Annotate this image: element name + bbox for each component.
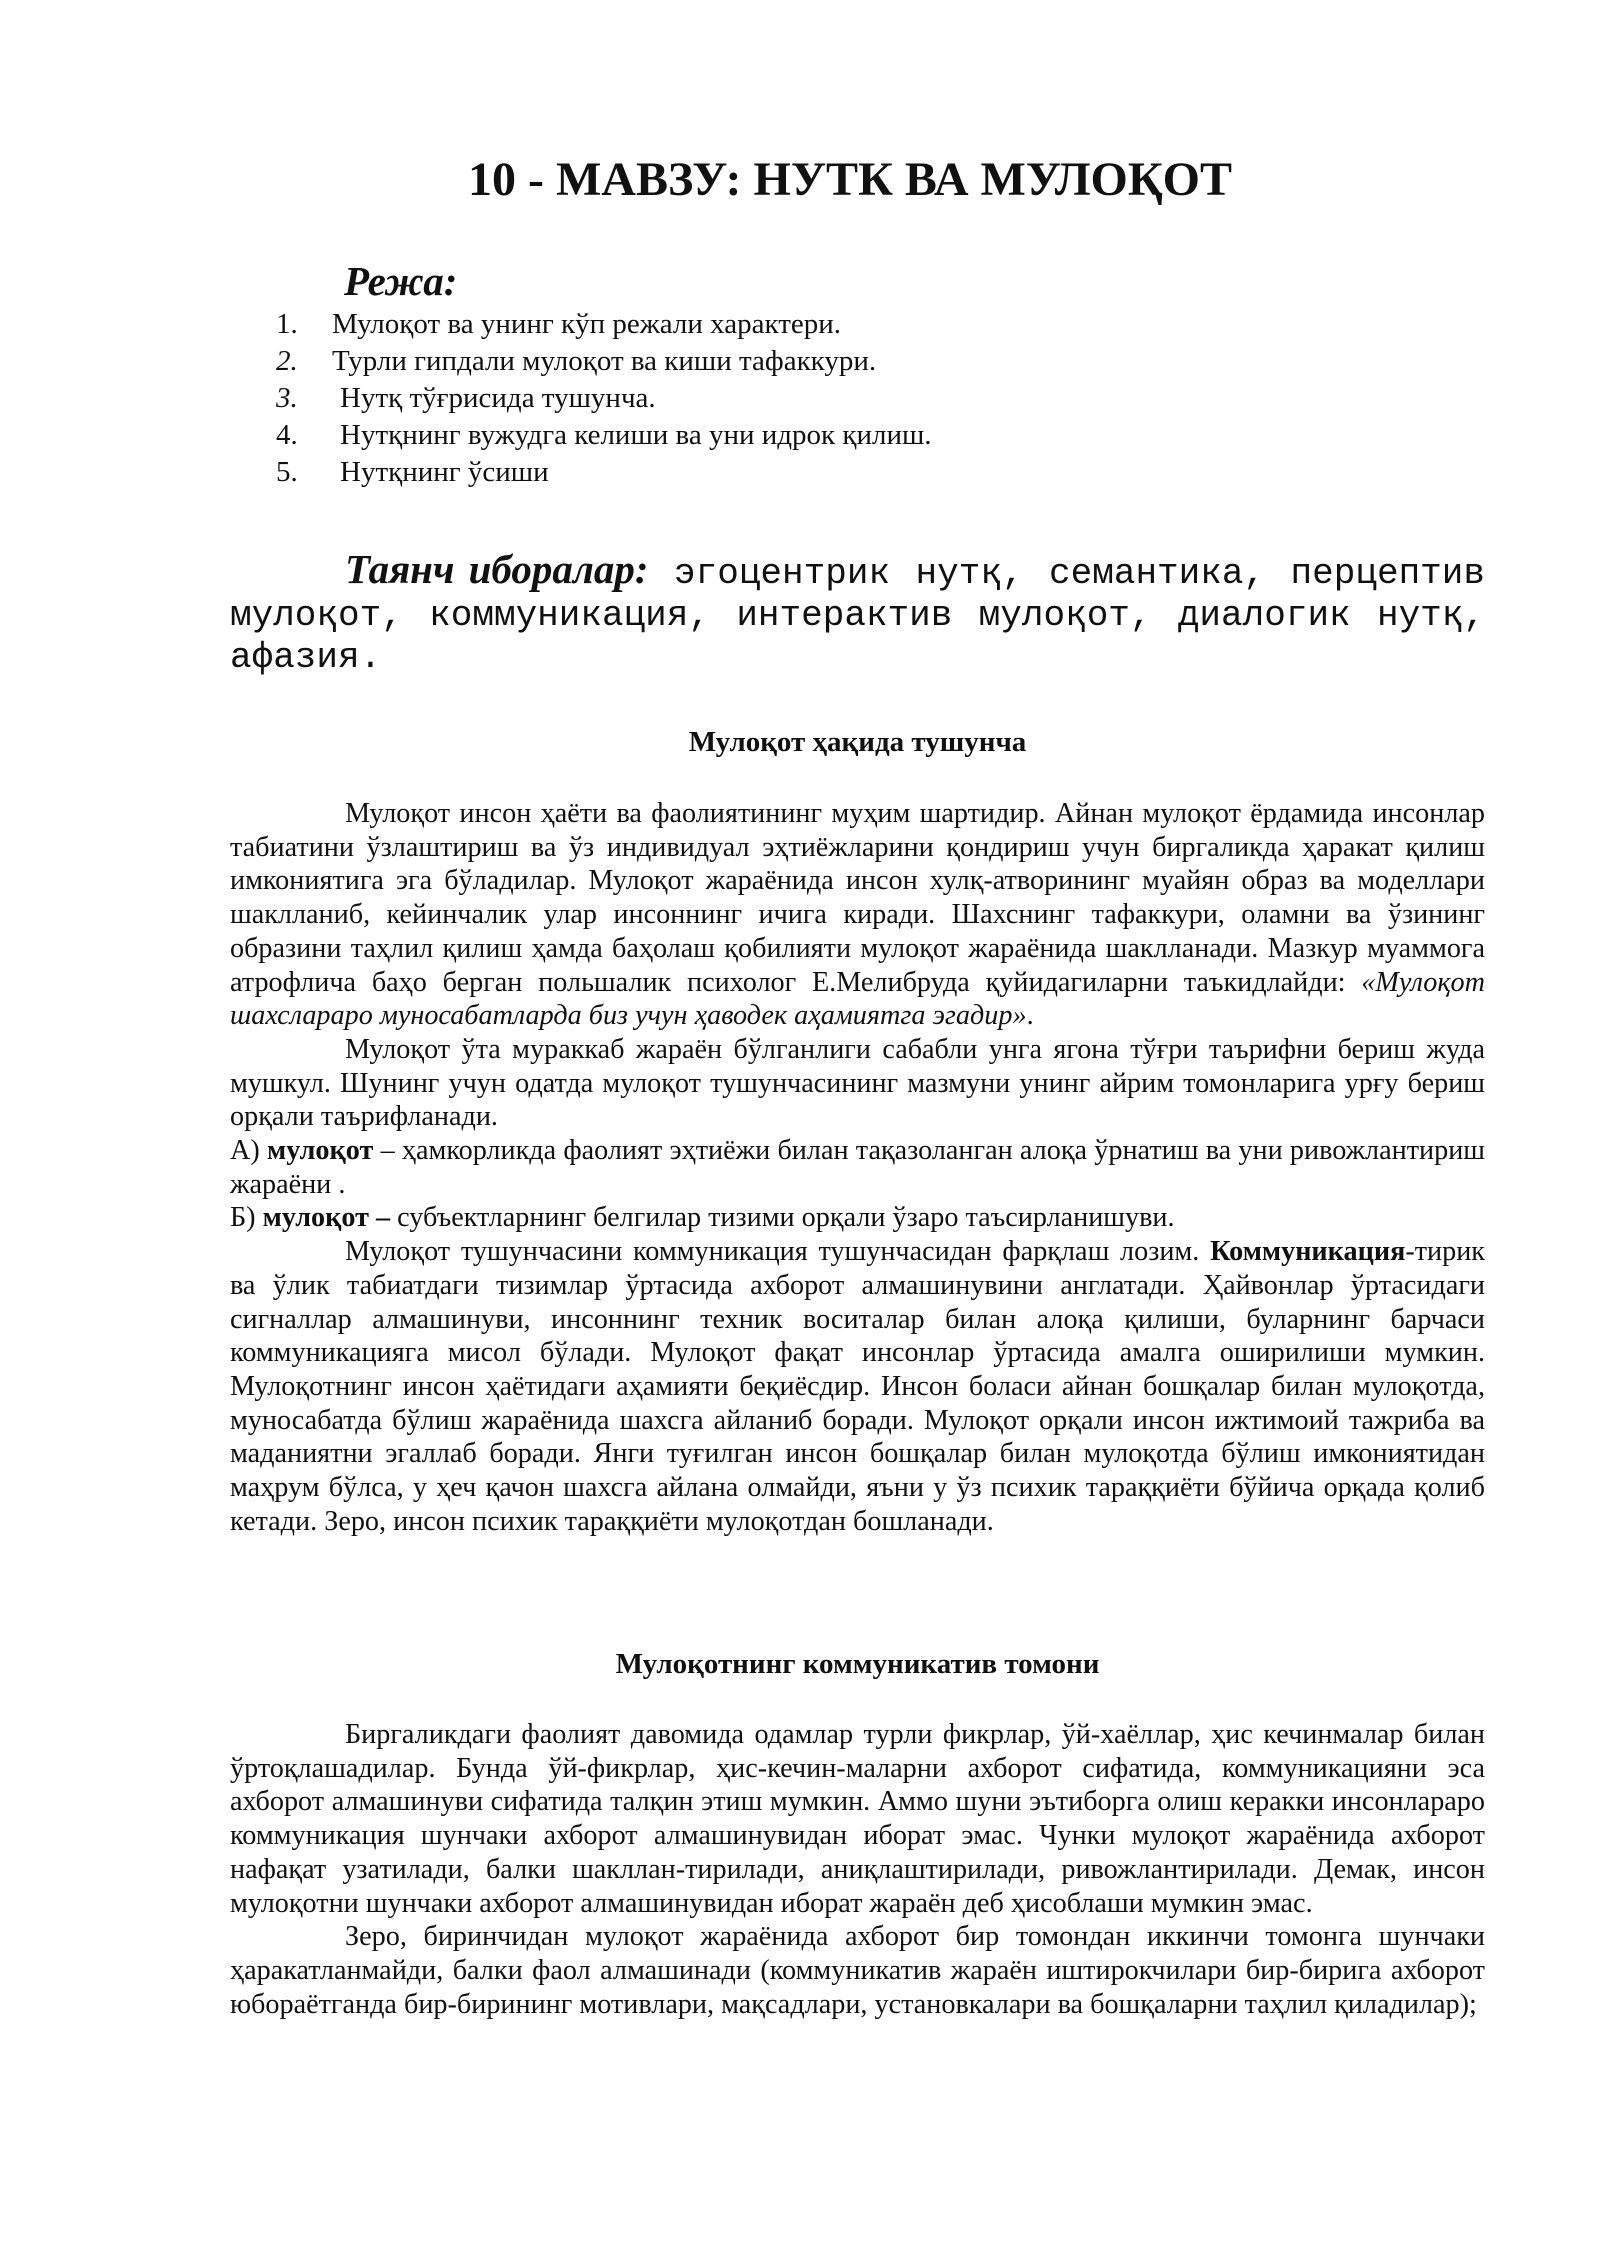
definition-prefix: А) — [230, 1135, 260, 1167]
plan-item-number: 3. — [276, 382, 298, 414]
plan-item-text: Нутқ тўғрисида тушунча. — [340, 382, 656, 414]
plan-item-text: Нутқнинг вужудга келиши ва уни идрок қилиш. — [340, 419, 932, 451]
definition-text: – ҳамкорликда фаолият эҳтиёжи билан тақазоланган алоқа ўрнатиш ва уни ривожлантириш жараёни . — [230, 1135, 1486, 1200]
plan-item-number: 4. — [276, 419, 298, 451]
paragraph: Мулоқот ўта мураккаб жараён бўлганлиги сабабли унга ягона тўғри таърифни бериш жуда мушкул. Шунинг учун одатда мулоқот тушунчасининг мазмуни унинг айрим томонларига урғу бериш орқали таърифланади. — [230, 1033, 1485, 1133]
quote-text: «Мулоқот шахслараро муносабатларда биз учун ҳаводек аҳамиятга эгадир» — [230, 966, 1485, 1032]
plan-item — [276, 417, 1476, 454]
definition-term: мулоқот — [267, 1135, 374, 1167]
plan-item — [276, 454, 1476, 491]
section-heading: Мулоқот ҳақида тушунча — [688, 726, 1027, 758]
definition-a — [230, 1134, 1485, 1201]
definition-term: Коммуникация — [1210, 1236, 1406, 1268]
plan-item-number: 1. — [276, 308, 298, 340]
definition-prefix: Б) — [230, 1202, 256, 1234]
paragraph: Биргаликдаги фаолият давомида одамлар турли фикрлар, ўй-хаёллар, ҳис кечинмалар билан ўртоқлашадилар. Бунда ўй-фикрлар, ҳис-кечин-маларни ахборот сифатида, коммуникацияни эса ахборот алмашинуви сифатида талқин этиш мумкин. Аммо шуни эътиборга олиш керакки инсонлараро коммуникация шунчаки ахборот алмашинувидан иборат эмас. Чунки мулоқот жараёнида ахборот нафақат узатилади, балки шакллан-тирилади, аниқлаштирилади, ривожлантирилади. Демак, инсон мулоқотни шунчаки ахборот алмашинувидан иборат жараён деб ҳисоблаши мумкин эмас. — [230, 1719, 1485, 1919]
definition-b — [230, 1201, 1485, 1235]
plan-item-text: Нутқнинг ўсиши — [340, 456, 549, 488]
plan-list — [276, 306, 1476, 491]
section-body — [230, 797, 1485, 1538]
paragraph-text: -тирик ва ўлик табиатдаги тизимлар ўртасида ахборот алмашинувини англатади. Ҳайвонлар ўртасидаги сигналлар алмашинуви, инсоннинг техник воситалар билан алоқа қилиши, буларнинг барчаси коммуникацияга мисол бўлади. Мулоқот фақат инсонлар ўртасида амалга оширилиши мумкин. Мулоқотнинг инсон ҳаётидаги аҳамияти беқиёсдир. Инсон боласи айнан бошқалар билан мулоқотда, муносабатда бўлиш жараёнида шахсга айланиб боради. Мулоқот орқали инсон ижтимоий тажриба ва маданиятни эгаллаб боради. Янги туғилган инсон бошқалар билан мулоқотда бўлиш имкониятидан маҳрум бўлса, у ҳеч қачон шахсга айлана олмайди, яъни у ўз психик тараққиёти бўйича орқада қолиб кетади. Зеро, инсон психик тараққиёти мулоқотдан бошланади. — [230, 1236, 1485, 1537]
plan-item — [276, 343, 1476, 380]
plan-item — [276, 306, 1476, 343]
keywords-label: Таянч иборалар: — [345, 546, 649, 592]
plan-heading: Режа: — [344, 258, 458, 304]
paragraph — [230, 797, 1485, 1033]
definition-term: мулоқот – — [262, 1202, 391, 1234]
paragraph-text: . — [1026, 1000, 1034, 1032]
plan-item-number: 2. — [276, 345, 298, 377]
section-heading: Мулоқотнинг коммуникатив томони — [615, 1648, 1100, 1680]
plan-item — [276, 380, 1476, 417]
paragraph — [230, 1235, 1485, 1538]
keywords-paragraph — [230, 548, 1485, 679]
plan-item-text: Мулоқот ва унинг кўп режали характери. — [332, 308, 842, 340]
keywords-text: эгоцентрик нутқ, семантика, перцептив мулоқот, коммуникация, интерактив мулоқот, диалогик нутқ, афазия. — [230, 553, 1485, 678]
paragraph-text: Мулоқот тушунчасини коммуникация тушунчасидан фарқлаш лозим. — [345, 1236, 1200, 1268]
paragraph: Зеро, биринчидан мулоқот жараёнида ахборот бир томондан иккинчи томонга шунчаки ҳаракатланмайди, балки фаол алмашинади (коммуникатив жараён иштирокчилари бир-бирига ахборот юбораётганда бир-бирининг мотивлари, мақсадлари, установкалари ва бошқаларни таҳлил қиладилар); — [230, 1921, 1485, 2020]
page-title: 10 - МАВЗУ: НУТК ВА МУЛОҚОТ — [468, 153, 1232, 206]
plan-item-number: 5. — [276, 456, 298, 488]
definition-text: субъектларнинг белгилар тизими орқали ўзаро таъсирланишуви. — [397, 1202, 1175, 1234]
paragraph-text: Мулоқот инсон ҳаёти ва фаолиятининг муҳим шартидир. Айнан мулоқот ёрдамида инсонлар табиатини ўзлаштириш ва ўз индивидуал эҳтиёжларини қондириш учун биргаликда ҳаракат қилиш имкониятига эга бўладилар. Мулоқот жараёнида инсон хулқ-атворининг муайян образ ва моделлари шаклланиб, кейинчалик улар инсоннинг ичига киради. Шахснинг тафаккури, оламни ва ўзининг образини таҳлил қилиш ҳамда баҳолаш қобилияти мулоқот жараёнида шаклланади. Мазкур муаммога атрофлича баҳо берган польшалик психолог Е.Мелибруда қуйидагиларни таъкидлайди: — [230, 798, 1485, 998]
section-body — [230, 1718, 1485, 2021]
plan-item-text: Турли гипдали мулоқот ва киши тафаккури. — [332, 345, 877, 377]
